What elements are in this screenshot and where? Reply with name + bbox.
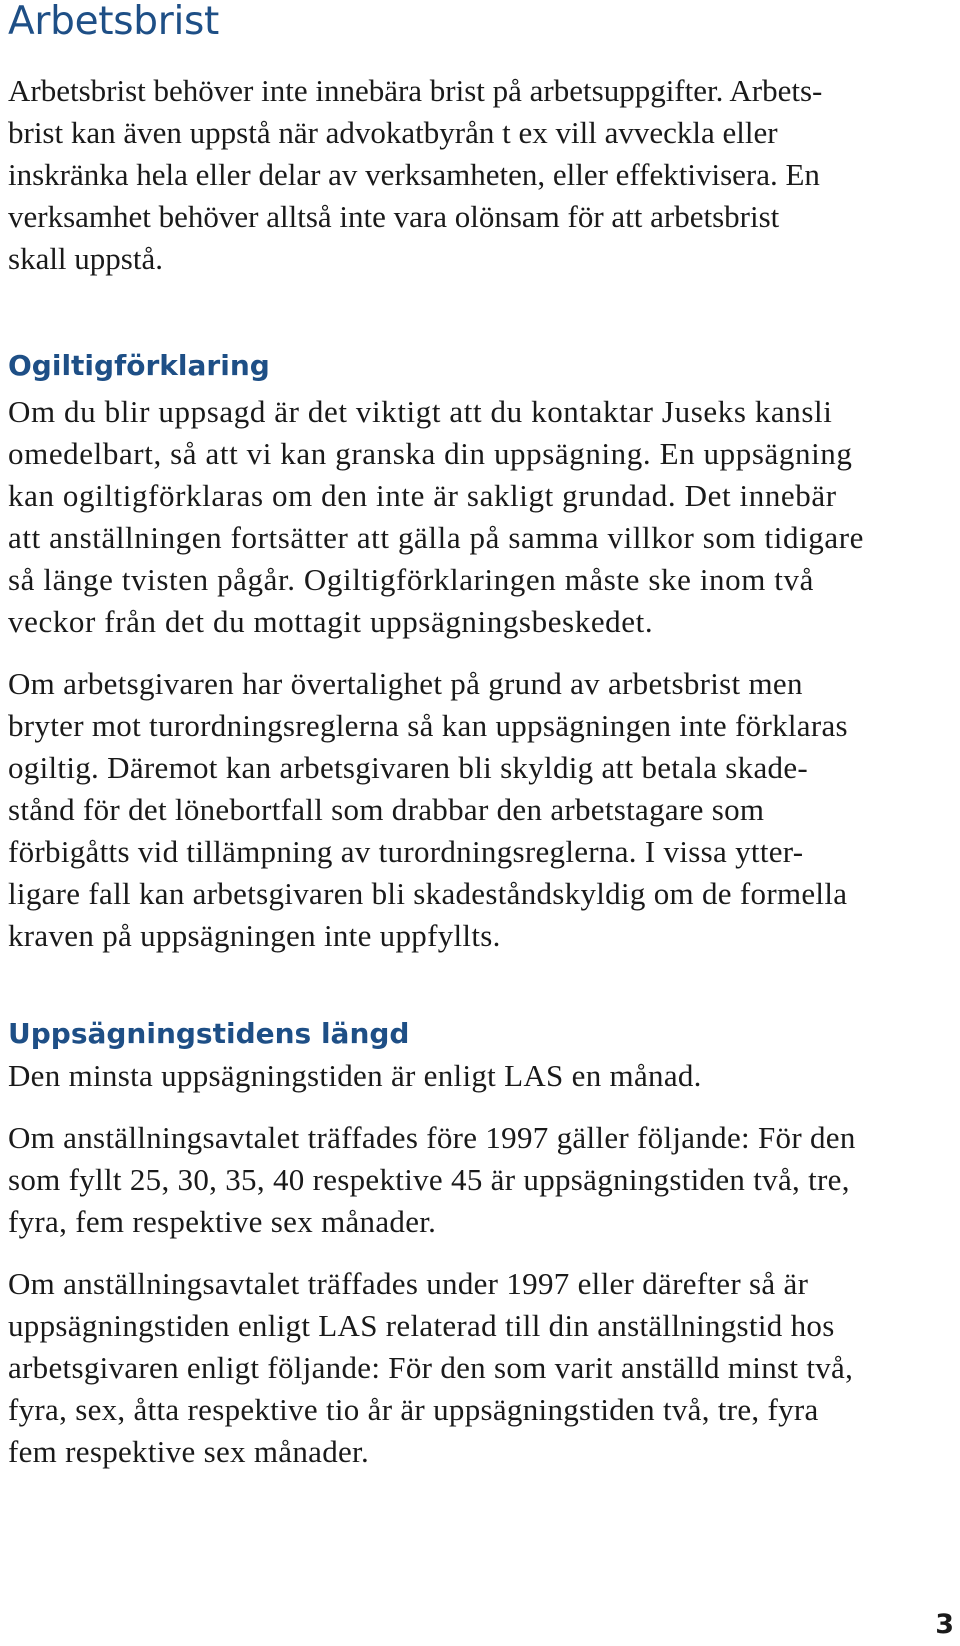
uppsagningstid-paragraph-3: Om anställningsavtalet träffades under 1997 eller därefter så är uppsägningstiden enligt LAS relaterad till din anställningstid hos arbetsgivaren enligt följande: För den som varit anställd minst två, fyra, sex, åtta respektive tio år är uppsägningstiden två, tre, fyra fem respektive sex månader. [8, 1266, 854, 1469]
uppsagningstid-paragraph-2: Om anställningsavtalet träffades före 1997 gäller följande: För den som fyllt 25, 30, 35, 40 respektive 45 är uppsägningstiden två, tre, fyra, fem respektive sex månader. [8, 1120, 856, 1239]
uppsagningstid-heading: Uppsägningstidens längd [8, 1017, 410, 1050]
uppsagningstid-paragraph-1: Den minsta uppsägningstiden är enligt LAS en månad. [8, 1058, 702, 1093]
ogiltigforklaring-heading: Ogiltigförklaring [8, 349, 270, 382]
ogiltigforklaring-paragraph-1: Om du blir uppsagd är det viktigt att du kontaktar Juseks kansli omedelbart, så att vi kan granska din uppsägning. En uppsägning kan ogiltigförklaras om den inte är sakligt grundad. Det innebär att anställningen fortsätter att gälla på samma villkor som tidigare så länge tvisten pågår. Ogiltigförklaringen måste ske inom två veckor från det du mottagit uppsägningsbeskedet. [8, 394, 865, 639]
section-title: Arbetsbrist [8, 0, 220, 44]
document-page [8, 0, 948, 1473]
page-number: 3 [935, 1609, 954, 1640]
intro-paragraph: Arbetsbrist behöver inte innebära brist på arbetsuppgifter. Arbets- brist kan även uppstå när advokatbyrån t ex vill avveckla eller inskränka hela eller delar av verksamheten, eller effektivisera. En verksamhet behöver alltså inte vara olönsam för att arbetsbrist skall uppstå. [8, 73, 823, 276]
ogiltigforklaring-paragraph-2: Om arbetsgivaren har övertalighet på grund av arbetsbrist men bryter mot turordningsreglerna så kan uppsägningen inte förklaras ogiltig. Däremot kan arbetsgivaren bli skyldig att betala skade- stånd för det lönebortfall som drabbar den arbetstagare som förbigåtts vid tillämpning av turordningsreglerna. I vissa ytter- ligare fall kan arbetsgivaren bli skadeståndskyldig om de formella kraven på uppsägningen inte uppfyllts. [8, 666, 848, 953]
